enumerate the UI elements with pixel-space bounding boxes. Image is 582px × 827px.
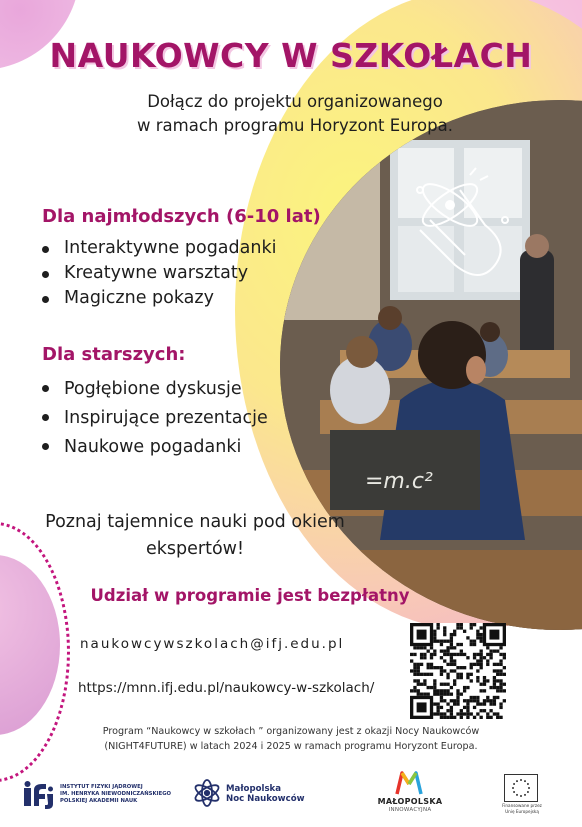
ifj-line-1: INSTYTUT FIZYKI JĄDROWEJ (60, 784, 143, 790)
board-formula: =m.c² (365, 469, 433, 494)
ifj-name (60, 784, 171, 805)
subtitle-line-1: Dołącz do projektu organizowanego (147, 92, 443, 111)
malopolska-sub: INNOWACYJNA (388, 807, 432, 813)
list-item: Magiczne pokazy (38, 286, 276, 311)
eu-flag-icon (504, 774, 538, 802)
young-heading: Dla najmłodszych (6-10 lat) (42, 206, 321, 227)
ifj-line-3: POLSKIEJ AKADEMII NAUK (60, 798, 138, 804)
list-item: Pogłębione dyskusje (38, 375, 268, 404)
subtitle (60, 90, 530, 138)
ifj-logo-icon (22, 780, 56, 810)
logo-eu[interactable] (500, 770, 562, 818)
free-participation: Udział w programie jest bezpłatny (90, 586, 410, 605)
noc-line-2: Noc Naukowców (226, 794, 305, 804)
poster-title: NAUKOWCY W SZKOŁACH (49, 36, 533, 75)
logo-noc-naukowcow[interactable] (192, 770, 317, 818)
noc-name (226, 784, 305, 804)
logo-malopolska[interactable] (370, 770, 450, 818)
qr-code-graphic (410, 623, 506, 719)
program-url[interactable]: https://mnn.ifj.edu.pl/naukowcy-w-szkolach/ (78, 680, 375, 696)
footnote (40, 724, 542, 754)
eu-stars-icon (505, 775, 537, 801)
list-item: Kreatywne warsztaty (38, 261, 276, 286)
tagline (0, 509, 390, 563)
list-item: Naukowe pogadanki (38, 433, 268, 462)
tagline-line-2: ekspertów! (146, 539, 244, 559)
subtitle-line-2: w ramach programu Horyzont Europa. (137, 116, 453, 135)
list-item: Interaktywne pogadanki (38, 236, 276, 261)
noc-line-1: Małopolska (226, 784, 282, 794)
malopolska-logo-icon (395, 770, 423, 796)
eu-line-1: Finansowane przez (502, 803, 542, 808)
logo-ifj[interactable] (22, 770, 172, 818)
malopolska-name: MAŁOPOLSKA (377, 797, 443, 806)
logo-strip (0, 770, 582, 820)
ifj-line-2: IM. HENRYKA NIEWODNICZAŃSKIEGO (60, 791, 172, 797)
older-heading: Dla starszych: (42, 344, 186, 365)
footnote-line-2: (NIGHT4FUTURE) w latach 2024 i 2025 w ramach programu Horyzont Europa. (104, 741, 478, 752)
eu-funding-text (500, 803, 544, 814)
young-list (38, 236, 276, 311)
qr-code-icon[interactable] (410, 623, 506, 719)
footnote-line-1: Program “Naukowcy w szkołach ” organizowany jest z okazji Nocy Naukowców (102, 726, 480, 737)
list-item: Inspirujące prezentacje (38, 404, 268, 433)
older-list (38, 375, 268, 462)
contact-email[interactable]: naukowcywszkolach@ifj.edu.pl (80, 636, 345, 652)
eu-line-2: Unię Europejską (505, 808, 539, 814)
atom-logo-icon (192, 778, 222, 808)
tagline-line-1: Poznaj tajemnice nauki pod okiem (45, 512, 345, 532)
